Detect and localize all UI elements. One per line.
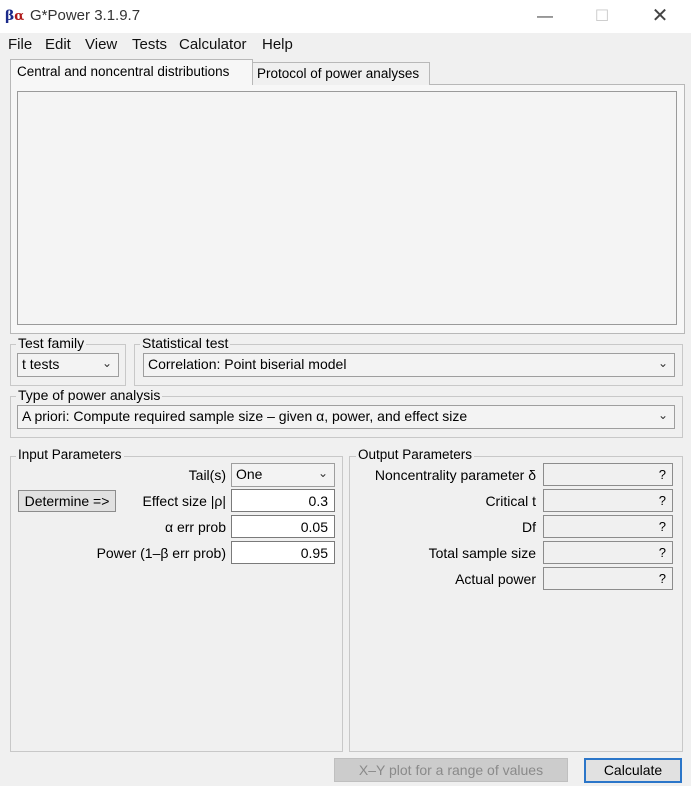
effect-size-input[interactable]: 0.3 — [231, 489, 335, 512]
tails-label: Tail(s) — [188, 467, 226, 483]
df-output: ? — [543, 515, 673, 538]
df-label: Df — [522, 519, 536, 535]
menu-tests[interactable]: Tests — [132, 36, 168, 53]
calculate-button[interactable]: Calculate — [584, 758, 682, 783]
xy-plot-button[interactable]: X–Y plot for a range of values — [334, 758, 568, 782]
output-parameters-title: Output Parameters — [358, 447, 473, 462]
critical-t-label: Critical t — [485, 493, 536, 509]
power-input[interactable]: 0.95 — [231, 541, 335, 564]
actual-power-label: Actual power — [455, 571, 536, 587]
statistical-test-value: Correlation: Point biserial model — [148, 356, 347, 372]
distribution-plot-area — [17, 91, 677, 325]
power-analysis-value: A priori: Compute required sample size – given α, power, and effect size — [22, 408, 468, 424]
menu-bar — [0, 33, 691, 57]
power-label: Power (1–β err prob) — [96, 545, 226, 561]
menu-edit[interactable]: Edit — [45, 36, 71, 53]
statistical-test-label: Statistical test — [142, 335, 229, 351]
chevron-down-icon: ⌄ — [101, 356, 112, 370]
menu-file[interactable]: File — [8, 36, 33, 53]
noncentrality-label: Noncentrality parameter δ — [374, 467, 536, 483]
minimize-button[interactable]: — — [537, 8, 553, 25]
tab-central-distributions[interactable]: Central and noncentral distributions — [10, 59, 253, 85]
chevron-down-icon: ⌄ — [657, 356, 668, 370]
alpha-input[interactable]: 0.05 — [231, 515, 335, 538]
critical-t-output: ? — [543, 489, 673, 512]
effect-size-label: Effect size |ρ| — [142, 493, 226, 509]
menu-help[interactable]: Help — [262, 36, 293, 53]
alpha-label: α err prob — [164, 519, 226, 535]
noncentrality-output: ? — [543, 463, 673, 486]
tails-select[interactable] — [231, 463, 335, 487]
power-analysis-select[interactable] — [17, 405, 675, 429]
maximize-button[interactable]: ☐ — [594, 8, 610, 25]
actual-power-output: ? — [543, 567, 673, 590]
power-analysis-label: Type of power analysis — [18, 387, 161, 403]
test-family-select[interactable] — [17, 353, 119, 377]
input-parameters-title: Input Parameters — [18, 447, 122, 462]
chevron-down-icon: ⌄ — [317, 466, 328, 480]
menu-view[interactable]: View — [85, 36, 118, 53]
test-family-value: t tests — [22, 356, 60, 372]
statistical-test-select[interactable] — [143, 353, 675, 377]
total-sample-size-label: Total sample size — [428, 545, 536, 561]
determine-button[interactable]: Determine => — [18, 490, 116, 512]
close-button[interactable]: ✕ — [651, 5, 669, 27]
test-family-label: Test family — [18, 335, 85, 351]
tails-value: One — [236, 466, 263, 482]
tab-protocol[interactable]: Protocol of power analyses — [252, 62, 430, 85]
window-title: G*Power 3.1.9.7 — [30, 7, 141, 24]
chevron-down-icon: ⌄ — [657, 408, 668, 422]
menu-calculator[interactable]: Calculator — [179, 36, 247, 53]
total-sample-size-output: ? — [543, 541, 673, 564]
gpower-app-icon: βα — [5, 8, 25, 24]
